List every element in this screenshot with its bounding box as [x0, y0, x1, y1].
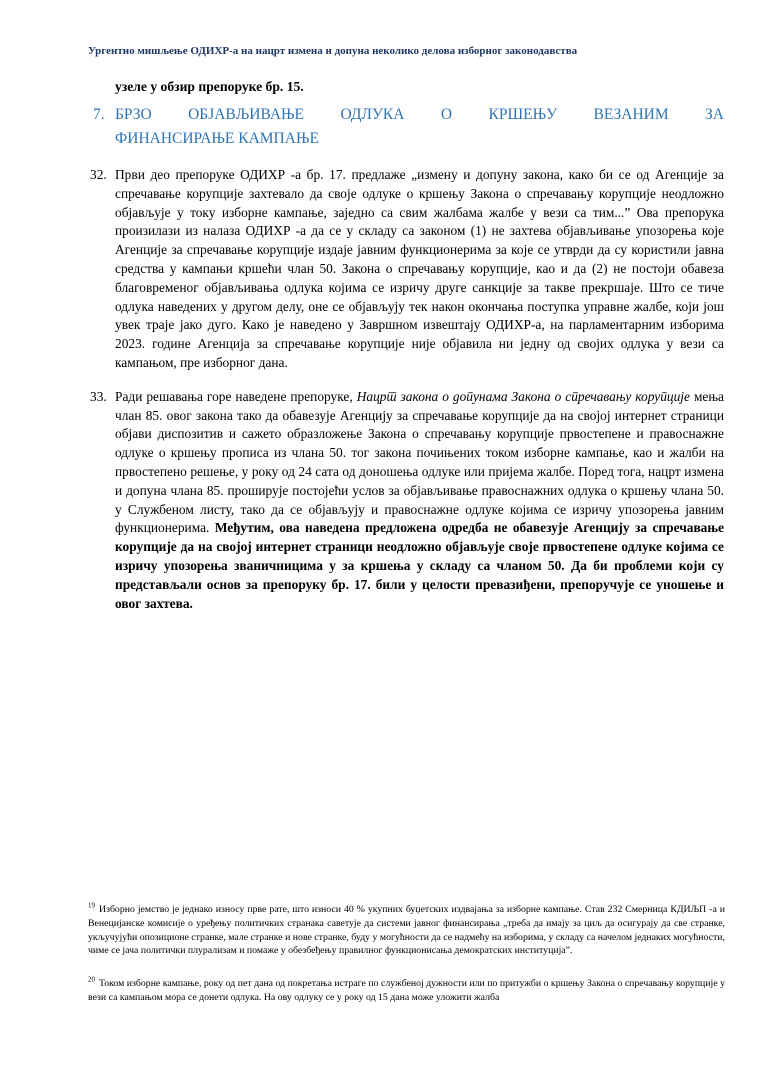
paragraph-33: [88, 388, 724, 614]
paragraph-number: 33.: [90, 388, 107, 404]
section-heading-text: [115, 103, 724, 151]
section-heading-number: 7.: [93, 106, 105, 123]
footnote-number: 19: [88, 901, 95, 910]
footnote-text: Изборно јемство је једнако износу прве рате, што износи 40 % укупних буџетских издвајања за изборне кампање. Став 232 Смерница КДИЉП -а и Венецијанске комисије о уређењу политичких странака саветује да системи јавног финансирања „треба да имају за циљ да осигурају да све странке, укључујући опозиционе странке, мале странке и нове странке, буду у могућности да се надмећу на изборима, у складу са начелом једнаких могућности, чиме се јача политички плурализам и помаже у обезбеђењу правилног функционисања демократских институција”.: [88, 904, 725, 957]
paragraph-32: [88, 166, 724, 373]
footnote-19: [88, 903, 725, 958]
footnotes-section: [88, 903, 725, 1005]
footnote-number: 20: [88, 975, 95, 984]
paragraph-text: Први део препоруке ОДИХР -а бр. 17. предлаже „измену и допуну закона, како би се од Агенције за спречавање корупције захтевало да своје одлуке о кршењу Закона о спречавању корупције неодложно објављује у току изборне кампање, заједно са свим жалбама жалбе у вези са тим...” Ова препорука произилази из налаза ОДИХР -а да се у складу са законом (1) не захтева објављивање упозорења које Агенције за спречавање корупције издаје јавним функционерима за које се утврди да су користили јавна средства у кампањи кршећи члан 50. Закона о спречавању корупције, као и да (2) не постоји обавеза благовременог објављивања одлука којима се изричу друге санкције за такве прекршаје. Што се тиче одлука наведених у другом делу, оне се објављују тек након окончања поступка управне жалбе, који још увек траје јако дуго. Како је наведено у Завршном извештају ОДИХР-а, на парламентарним изборима 2023. године Агенција за спречавање корупције није објавила ни једну од својих одлука у вези са кампањом, пре изборног дана.: [115, 167, 724, 370]
lead-in-text: узеле у обзир препоруке бр. 15.: [115, 79, 304, 94]
section-heading: [88, 103, 724, 151]
paragraph-number: 32.: [90, 167, 107, 182]
section-heading-line2: ФИНАНСИРАЊЕ КАМПАЊЕ: [115, 130, 319, 147]
footnote-20: [88, 977, 725, 1005]
document-body: [88, 77, 724, 613]
paragraph-text: Ради решавања горе наведене препоруке, Нацрт закона о допунама Закона о спречавању корупције мења члан 85. овог закона тако да обавезује Агенцију за спречавање корупције да на својој интернет страници објави диспозитив и сажето образложење Закона о спречавању корупције првостепене и правоснажне одлуке о кршењу прописа из члана 50. тог закона почињених током изборне кампање, као и жалби на првостепено решење, у року од 24 сата од доношења одлуке или пријема жалбе. Поред тога, нацрт измена и допуна члана 85. проширује постојећи услов за објављивање правоснажних одлука о кршењу члана 50. у Службеном листу, тако да се објављују и правоснажне одлуке којима се изричу упозорења јавним функционерима. Међутим, ова наведена предложена одредба не обавезује Агенцију за спречавање корупције да на својој интернет страници неодложно објављује своје првостепене одлуке којима се изричу упозорења званичницима у за кршења у складу са чланом 50. Да би проблеми који су представљали основ за препоруку бр. 17. били у целости превазиђени, препоручује се уношење и овог захтева.: [115, 388, 724, 611]
section-heading-line1: БРЗО ОБЈАВЉИВАЊЕ ОДЛУКА О КРШЕЊУ ВЕЗАНИМ ЗА: [115, 106, 724, 123]
running-header: Ургентно мишљење ОДИХР-а на нацрт измена и допуна неколико делова изборног законодавства: [88, 45, 578, 57]
footnote-text: Током изборне кампање, року од пет дана од покретања истраге по службеној дужности или по притужби о кршењу Закона о спречавању корупције у вези са кампањом мора се донети одлука. На ову одлуку се у року од 15 дана може уложити жалба: [88, 978, 725, 1003]
